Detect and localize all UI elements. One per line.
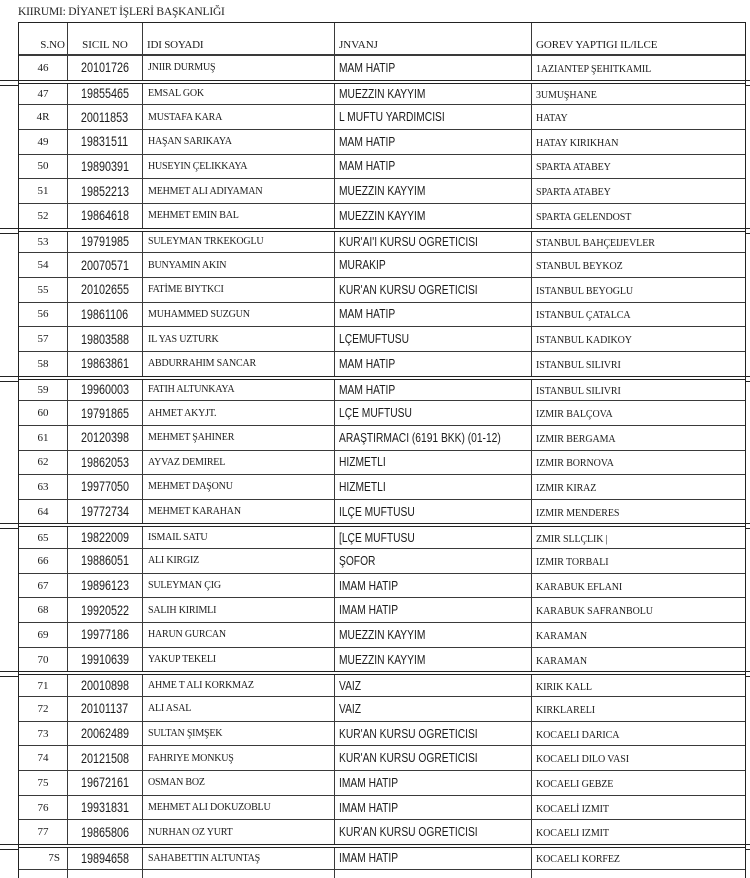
cell-name: SULTAN ŞIMŞEK bbox=[143, 722, 335, 746]
cell-unvan: IMAM HATIP bbox=[335, 598, 532, 622]
cell-sno: 46 bbox=[19, 56, 68, 80]
cell-gorev: ISTANBUL KADIKOY bbox=[536, 335, 632, 347]
table-row bbox=[19, 745, 745, 770]
cell-gorev: SPARTA ATABEY bbox=[536, 162, 611, 174]
cell-name: HARUN GURCAN bbox=[143, 623, 335, 647]
table-row bbox=[19, 450, 745, 475]
table-row bbox=[19, 302, 745, 327]
cell-sicil-no: 19861106 bbox=[68, 303, 143, 327]
cell-sicil-no: 19896123 bbox=[68, 574, 143, 598]
table-row bbox=[19, 795, 745, 820]
cell-sicil-no: 20062489 bbox=[68, 722, 143, 746]
cell-sicil-no: 19865806 bbox=[68, 820, 143, 844]
cell-gorev: IZMIR MENDERES bbox=[536, 507, 620, 519]
table-row bbox=[19, 819, 745, 844]
cell-gorev: HATAY KIRIKHAN bbox=[536, 137, 619, 149]
cell-sno: 50 bbox=[19, 155, 68, 179]
table-row bbox=[19, 252, 745, 277]
cell-sno: 63 bbox=[19, 475, 68, 499]
cell-unvan: MUEZZIN KAYYIM bbox=[335, 204, 532, 228]
cell-unvan: MAM HATIP bbox=[335, 303, 532, 327]
cell-empty bbox=[68, 870, 143, 878]
table-row bbox=[19, 671, 745, 696]
cell-gorev: ZMIR SLLÇLIK | bbox=[536, 533, 608, 545]
cell-sno: 4R bbox=[19, 105, 68, 129]
cell-sno: 69 bbox=[19, 623, 68, 647]
cell-gorev: KARABUK EFLANI bbox=[536, 581, 623, 593]
cell-sno: 60 bbox=[19, 401, 68, 425]
cell-sno: 62 bbox=[19, 451, 68, 475]
cell-sicil-no: 20101137 bbox=[68, 697, 143, 721]
cell-sno: 66 bbox=[19, 549, 68, 573]
cell-sno: 67 bbox=[19, 574, 68, 598]
document-title: KIIRUMI: DİYANET İŞLERİ BAŞKANLIĞI bbox=[18, 6, 225, 18]
cell-sno: 57 bbox=[19, 327, 68, 351]
cell-sicil-no: 19977186 bbox=[68, 623, 143, 647]
cell-name: MEHMET ALI DOKUZOBLU bbox=[143, 796, 335, 820]
cell-unvan: IMAM HATIP bbox=[335, 848, 532, 869]
cell-unvan: ARAŞTIRMACI (6191 BKK) (01-12) bbox=[335, 426, 532, 450]
cell-gorev: KIRKLARELI bbox=[536, 704, 595, 716]
cell-gorev: IZMIR TORBALI bbox=[536, 556, 609, 568]
cell-name: EMSAL GOK bbox=[143, 84, 335, 105]
cell-unvan: MUEZZIN KAYYIM bbox=[335, 179, 532, 203]
cell-name: SALIH KIRIMLI bbox=[143, 598, 335, 622]
table-row bbox=[19, 228, 745, 253]
cell-unvan: MUEZZIN KAYYIM bbox=[335, 623, 532, 647]
cell-name: MEHMET DAŞONU bbox=[143, 475, 335, 499]
table-row bbox=[19, 770, 745, 795]
cell-name: NURHAN OZ YURT bbox=[143, 820, 335, 844]
cell-gorev: IZMIR BERGAMA bbox=[536, 433, 616, 445]
cell-sicil-no: 19890391 bbox=[68, 155, 143, 179]
cell-sno: 65 bbox=[19, 527, 68, 548]
cell-sno: 49 bbox=[19, 130, 68, 154]
cell-unvan: KUR'AN KURSU OGRETICISI bbox=[335, 746, 532, 770]
cell-sicil-no: 19855465 bbox=[68, 84, 143, 105]
cell-sno: 76 bbox=[19, 796, 68, 820]
cell-name: SULEYMAN TRKEKOGLU bbox=[143, 232, 335, 253]
cell-name: JNIIR DURMUŞ bbox=[143, 56, 335, 80]
cell-empty bbox=[143, 870, 335, 878]
cell-name: AHME T ALI KORKMAZ bbox=[143, 675, 335, 696]
table-row bbox=[19, 499, 745, 524]
cell-name: SULEYMAN ÇIG bbox=[143, 574, 335, 598]
cell-unvan: HIZMETLI bbox=[335, 475, 532, 499]
cell-name: ALI KIRGIZ bbox=[143, 549, 335, 573]
cell-sicil-no: 19791985 bbox=[68, 232, 143, 253]
cell-name: AHMET AKYJT. bbox=[143, 401, 335, 425]
cell-name: IL YAS UZTURK bbox=[143, 327, 335, 351]
cell-unvan: ŞOFOR bbox=[335, 549, 532, 573]
cell-sicil-no: 20102655 bbox=[68, 278, 143, 302]
cell-gorev: 1AZIANTEP ŞEHITKAMIL bbox=[536, 63, 652, 75]
table-row bbox=[19, 104, 745, 129]
cell-name: FAHRIYE MONKUŞ bbox=[143, 746, 335, 770]
cell-name: MEHMET ŞAHINER bbox=[143, 426, 335, 450]
cell-sno: 47 bbox=[19, 84, 68, 105]
cell-unvan: MUEZZIN KAYYIM bbox=[335, 648, 532, 672]
cell-sno: 58 bbox=[19, 352, 68, 376]
cell-name: ISMAIL SATU bbox=[143, 527, 335, 548]
table-row bbox=[19, 721, 745, 746]
column-header-unvan: JNVANJ bbox=[335, 23, 532, 54]
table-body bbox=[19, 55, 745, 878]
cell-sno: 51 bbox=[19, 179, 68, 203]
table-row bbox=[19, 844, 745, 869]
cell-sicil-no: 19772734 bbox=[68, 500, 143, 524]
cell-unvan: LÇE MUFTUSU bbox=[335, 401, 532, 425]
cell-unvan: MAM HATIP bbox=[335, 56, 532, 80]
cell-unvan: MUEZZIN KAYYIM bbox=[335, 84, 532, 105]
cell-name: MUSTAFA KARA bbox=[143, 105, 335, 129]
cell-gorev: KOCAELI GEBZE bbox=[536, 778, 614, 790]
table-row bbox=[19, 696, 745, 721]
table-row bbox=[19, 376, 745, 401]
cell-sicil-no: 19862053 bbox=[68, 451, 143, 475]
cell-unvan: IMAM HATIP bbox=[335, 574, 532, 598]
cell-name: MEHMET KARAHAN bbox=[143, 500, 335, 524]
cell-sno: 72 bbox=[19, 697, 68, 721]
cell-unvan: IMAM HATIP bbox=[335, 796, 532, 820]
table-row bbox=[19, 400, 745, 425]
cell-sicil-no: 19852213 bbox=[68, 179, 143, 203]
cell-unvan: ILÇE MUFTUSU bbox=[335, 500, 532, 524]
cell-gorev: KOCAELI IZMIT bbox=[536, 828, 609, 840]
cell-sno: 59 bbox=[19, 380, 68, 401]
cell-name: HAŞAN SARIKAYA bbox=[143, 130, 335, 154]
table-row bbox=[19, 129, 745, 154]
cell-name: OSMAN BOZ bbox=[143, 771, 335, 795]
cell-unvan: L MUFTU YARDIMCISI bbox=[335, 105, 532, 129]
cell-gorev: KOCAELİ IZMIT bbox=[536, 803, 609, 815]
cell-unvan: KUR'AN KURSU OGRETICISI bbox=[335, 820, 532, 844]
cell-sno: 74 bbox=[19, 746, 68, 770]
table-row bbox=[19, 622, 745, 647]
column-header-gorev: GOREV YAPTIGI IL/ILCE bbox=[536, 39, 658, 51]
cell-gorev: IZMIR BALÇOVA bbox=[536, 409, 613, 421]
cell-gorev: KOCAELI DARICA bbox=[536, 729, 620, 741]
cell-name: ALI ASAL bbox=[143, 697, 335, 721]
cell-sicil-no: 19864618 bbox=[68, 204, 143, 228]
column-header-name: IDI SOYADI bbox=[143, 23, 335, 54]
cell-sno: 73 bbox=[19, 722, 68, 746]
cell-sicil-no: 19886051 bbox=[68, 549, 143, 573]
cell-sicil-no: 19831511 bbox=[68, 130, 143, 154]
table-row bbox=[19, 326, 745, 351]
cell-name: FATİME BIYTKCI bbox=[143, 278, 335, 302]
cell-empty bbox=[532, 870, 745, 878]
cell-sno: 55 bbox=[19, 278, 68, 302]
cell-gorev: KARABUK SAFRANBOLU bbox=[536, 606, 653, 618]
cell-sno: 75 bbox=[19, 771, 68, 795]
cell-sno: 77 bbox=[19, 820, 68, 844]
table-row bbox=[19, 277, 745, 302]
cell-sicil-no: 20010898 bbox=[68, 675, 143, 696]
cell-unvan: MURAKIP bbox=[335, 253, 532, 277]
cell-sno: 61 bbox=[19, 426, 68, 450]
cell-unvan: VAIZ bbox=[335, 675, 532, 696]
cell-sicil-no: 20120398 bbox=[68, 426, 143, 450]
cell-gorev: IZMIR KIRAZ bbox=[536, 482, 597, 494]
cell-unvan: VAIZ bbox=[335, 697, 532, 721]
cell-sicil-no: 19910639 bbox=[68, 648, 143, 672]
cell-sno: 7S bbox=[19, 848, 68, 869]
cell-sicil-no: 20011853 bbox=[68, 105, 143, 129]
cell-sicil-no: 19672161 bbox=[68, 771, 143, 795]
cell-gorev: SPARTA ATABEY bbox=[536, 187, 611, 199]
cell-sno: 52 bbox=[19, 204, 68, 228]
column-header-sno: S.NO bbox=[19, 23, 68, 54]
personnel-table bbox=[18, 22, 746, 878]
cell-sno: 71 bbox=[19, 675, 68, 696]
cell-gorev: KARAMAN bbox=[536, 655, 587, 667]
cell-sicil-no: 19977050 bbox=[68, 475, 143, 499]
cell-gorev: STANBUL BAHÇEIJEVLER bbox=[536, 237, 655, 249]
cell-sno: 70 bbox=[19, 648, 68, 672]
cell-sicil-no: 19863861 bbox=[68, 352, 143, 376]
cell-unvan: KUR'AN KURSU OGRETICISI bbox=[335, 278, 532, 302]
cell-unvan: HIZMETLI bbox=[335, 451, 532, 475]
cell-gorev: ISTANBUL SILIVRI bbox=[536, 385, 621, 397]
cell-gorev: ISTANBUL ÇATALCA bbox=[536, 310, 631, 322]
cell-name: ABDURRAHIM SANCAR bbox=[143, 352, 335, 376]
cell-sno: 56 bbox=[19, 303, 68, 327]
table-row bbox=[19, 203, 745, 228]
cell-unvan: KUR'AI'I KURSU OGRETICISI bbox=[335, 232, 532, 253]
cell-sno: 53 bbox=[19, 232, 68, 253]
cell-name: FATIH ALTUNKAYA bbox=[143, 380, 335, 401]
cell-name: MEHMET ALI ADIYAMAN bbox=[143, 179, 335, 203]
table-row bbox=[19, 523, 745, 548]
table-row bbox=[19, 80, 745, 105]
cell-sicil-no: 20070571 bbox=[68, 253, 143, 277]
cell-gorev: ISTANBUL BEYOGLU bbox=[536, 285, 633, 297]
cell-sno: 54 bbox=[19, 253, 68, 277]
cell-sicil-no: 20101726 bbox=[68, 56, 143, 80]
cell-empty bbox=[335, 870, 532, 878]
table-row bbox=[19, 351, 745, 376]
table-row bbox=[19, 474, 745, 499]
cell-name: MEHMET EMIN BAL bbox=[143, 204, 335, 228]
cell-gorev: IZMIR BORNOVA bbox=[536, 458, 614, 470]
cell-name: YAKUP TEKELI bbox=[143, 648, 335, 672]
cell-gorev: STANBUL BEYKOZ bbox=[536, 261, 623, 273]
cell-empty bbox=[19, 870, 68, 878]
cell-gorev: ISTANBUL SILIVRI bbox=[536, 359, 621, 371]
table-row bbox=[19, 647, 745, 672]
cell-name: HUSEYIN ÇELIKKAYA bbox=[143, 155, 335, 179]
table-row bbox=[19, 154, 745, 179]
table-row bbox=[19, 548, 745, 573]
table-row-partial bbox=[19, 869, 745, 878]
cell-unvan: LÇEMUFTUSU bbox=[335, 327, 532, 351]
cell-gorev: 3UMUŞHANE bbox=[536, 89, 597, 101]
table-row bbox=[19, 573, 745, 598]
cell-sicil-no: 20121508 bbox=[68, 746, 143, 770]
cell-sicil-no: 19894658 bbox=[68, 848, 143, 869]
cell-name: BUNYAMIN AKIN bbox=[143, 253, 335, 277]
table-row bbox=[19, 597, 745, 622]
cell-sicil-no: 19791865 bbox=[68, 401, 143, 425]
cell-sno: 64 bbox=[19, 500, 68, 524]
cell-unvan: [LÇE MUFTUSU bbox=[335, 527, 532, 548]
cell-unvan: MAM HATIP bbox=[335, 352, 532, 376]
cell-sicil-no: 19931831 bbox=[68, 796, 143, 820]
cell-name: SAHABETTIN ALTUNTAŞ bbox=[143, 848, 335, 869]
cell-sicil-no: 19960003 bbox=[68, 380, 143, 401]
cell-unvan: MAM HATIP bbox=[335, 155, 532, 179]
cell-unvan: MAM HATIP bbox=[335, 380, 532, 401]
table-row bbox=[19, 425, 745, 450]
cell-name: MUHAMMED SUZGUN bbox=[143, 303, 335, 327]
cell-sno: 68 bbox=[19, 598, 68, 622]
table-row bbox=[19, 178, 745, 203]
cell-gorev: SPARTA GELENDOST bbox=[536, 211, 632, 223]
cell-sicil-no: 19920522 bbox=[68, 598, 143, 622]
table-row bbox=[19, 55, 745, 80]
cell-unvan: IMAM HATIP bbox=[335, 771, 532, 795]
cell-unvan: MAM HATIP bbox=[335, 130, 532, 154]
cell-gorev: KARAMAN bbox=[536, 630, 587, 642]
cell-gorev: KOCAELI DILO VASI bbox=[536, 754, 629, 766]
table-header-row bbox=[19, 23, 745, 55]
cell-unvan: KUR'AN KURSU OGRETICISI bbox=[335, 722, 532, 746]
column-header-sicil: SICIL NO bbox=[68, 23, 143, 54]
cell-gorev: KOCAELI KORFEZ bbox=[536, 854, 620, 866]
cell-sicil-no: 19803588 bbox=[68, 327, 143, 351]
cell-gorev: KIRIK KALL bbox=[536, 681, 592, 693]
cell-name: AYVAZ DEMIREL bbox=[143, 451, 335, 475]
cell-sicil-no: 19822009 bbox=[68, 527, 143, 548]
cell-gorev: HATAY bbox=[536, 113, 568, 125]
